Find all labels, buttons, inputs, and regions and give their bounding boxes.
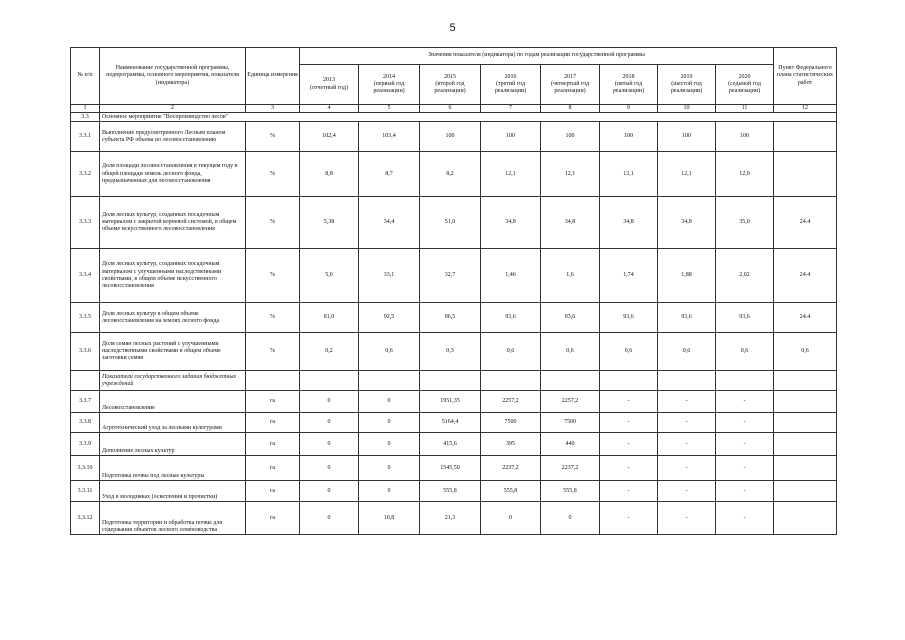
value-cell: - (716, 413, 774, 433)
row-id: 3.3.7 (71, 391, 100, 413)
unit: % (246, 152, 300, 197)
table-row (71, 433, 837, 456)
value-cell: 35,0 (716, 197, 774, 249)
value-cell: 103,4 (359, 122, 420, 152)
column-index: 12 (774, 105, 837, 113)
value-cell: 395 (481, 433, 541, 456)
value-cell: 7500 (541, 413, 600, 433)
value-cell: - (658, 456, 716, 481)
table-row (71, 249, 837, 303)
value-cell: 1,88 (658, 249, 716, 303)
table-row (71, 197, 837, 249)
value-cell: - (658, 391, 716, 413)
column-index: 1 (71, 105, 100, 113)
indicator-name: Дополнение лесных культур (100, 433, 246, 456)
indicator-name: Уход в молодняках (осветления и прочистки) (100, 481, 246, 502)
indicator-name: Подготовка почвы под лесные культуры (100, 456, 246, 481)
value-cell: - (658, 413, 716, 433)
value-cell: 93,6 (658, 303, 716, 333)
value-cell: - (658, 502, 716, 535)
value-cell: 93,6 (716, 303, 774, 333)
unit: % (246, 303, 300, 333)
column-index: 7 (481, 105, 541, 113)
unit: % (246, 249, 300, 303)
value-cell: 8,2 (420, 152, 481, 197)
value-cell: 1951,35 (420, 391, 481, 413)
value-cell: 102,4 (300, 122, 359, 152)
value-cell: 1,6 (541, 249, 600, 303)
value-cell: 34,8 (481, 197, 541, 249)
value-cell: 0 (300, 456, 359, 481)
header-point: Пункт Федерального плана статистических работ (774, 48, 837, 105)
empty-cell (600, 371, 658, 391)
row-id: 3.3.2 (71, 152, 100, 197)
subsection-title: Показатели государственного задания бюджетных учреждений (100, 371, 246, 391)
value-cell: 12,1 (481, 152, 541, 197)
value-cell: 0,6 (658, 333, 716, 371)
value-cell: 21,3 (420, 502, 481, 535)
empty-cell (420, 371, 481, 391)
year-header: 2020 (седьмой год реализации) (716, 65, 774, 105)
page-number: 5 (449, 22, 456, 34)
value-cell: 33,1 (359, 249, 420, 303)
value-cell: 34,8 (541, 197, 600, 249)
value-cell: 0 (300, 391, 359, 413)
value-cell: - (716, 481, 774, 502)
value-cell: 8,7 (359, 152, 420, 197)
value-cell: 100 (600, 122, 658, 152)
empty-cell (71, 371, 100, 391)
stat-plan-point: 24.4 (774, 303, 837, 333)
empty-cell (541, 371, 600, 391)
value-cell: 0 (300, 502, 359, 535)
year-header: 2014 (первый год реализации) (359, 65, 420, 105)
value-cell: 555,8 (541, 481, 600, 502)
column-index: 3 (246, 105, 300, 113)
unit: % (246, 333, 300, 371)
value-cell: - (600, 481, 658, 502)
stat-plan-point (774, 433, 837, 456)
unit: га (246, 433, 300, 456)
value-cell: 0,6 (600, 333, 658, 371)
row-id: 3.3.6 (71, 333, 100, 371)
section-id: 3.3 (71, 113, 100, 122)
empty-cell (481, 371, 541, 391)
year-header: 2013 (отчетный год) (300, 65, 359, 105)
value-cell: 12,0 (716, 152, 774, 197)
column-index: 10 (658, 105, 716, 113)
unit: % (246, 122, 300, 152)
header-name: Наименование государственной программы, подпрограммы, основного мероприятия, показателя (индикатора) (100, 48, 246, 105)
column-index: 11 (716, 105, 774, 113)
table-row (71, 152, 837, 197)
column-index: 4 (300, 105, 359, 113)
subsection-row (71, 371, 837, 391)
value-cell: 34,8 (658, 197, 716, 249)
unit: га (246, 502, 300, 535)
indicator-name: Доля площади лесовосстановления в текущем году в общей площади земель лесного фонда, предназначенных для лесовосстановления (100, 152, 246, 197)
value-cell: 0 (359, 433, 420, 456)
stat-plan-point (774, 413, 837, 433)
value-cell: 100 (420, 122, 481, 152)
empty-cell (246, 371, 300, 391)
value-cell: - (716, 502, 774, 535)
value-cell: - (716, 456, 774, 481)
value-cell: 5,38 (300, 197, 359, 249)
column-index: 6 (420, 105, 481, 113)
value-cell: 555,8 (481, 481, 541, 502)
table-row (71, 456, 837, 481)
table-row (71, 391, 837, 413)
value-cell: - (600, 502, 658, 535)
value-cell: 93,6 (481, 303, 541, 333)
value-cell: 12,1 (600, 152, 658, 197)
value-cell: 0,6 (716, 333, 774, 371)
value-cell: 100 (541, 122, 600, 152)
stat-plan-point (774, 502, 837, 535)
stat-plan-point: 0,6 (774, 333, 837, 371)
value-cell: 415,6 (420, 433, 481, 456)
stat-plan-point (774, 481, 837, 502)
value-cell: 1,46 (481, 249, 541, 303)
empty-cell (716, 371, 774, 391)
value-cell: 0 (300, 481, 359, 502)
header-unit: Единица измерения (246, 48, 300, 105)
value-cell: 0,2 (300, 333, 359, 371)
value-cell: 92,5 (359, 303, 420, 333)
row-id: 3.3.8 (71, 413, 100, 433)
value-cell: 0 (541, 502, 600, 535)
year-header: 2019 (шестой год реализации) (658, 65, 716, 105)
value-cell: 0,3 (420, 333, 481, 371)
value-cell: 93,6 (600, 303, 658, 333)
table-row (71, 413, 837, 433)
row-id: 3.3.4 (71, 249, 100, 303)
value-cell: 10,8 (359, 502, 420, 535)
value-cell: - (600, 391, 658, 413)
value-cell: 5164,4 (420, 413, 481, 433)
value-cell: 2257,2 (481, 391, 541, 413)
header-values: Значения показателя (индикатора) по годам реализации государственной программы (300, 48, 774, 65)
indicators-table (70, 47, 837, 535)
value-cell: 555,8 (420, 481, 481, 502)
value-cell: - (716, 433, 774, 456)
column-index: 5 (359, 105, 420, 113)
value-cell: 0 (300, 413, 359, 433)
value-cell: 0 (359, 413, 420, 433)
indicator-name: Доля лесных культур в общем объеме лесовосстановления на землях лесного фонда (100, 303, 246, 333)
indicator-name: Доля лесных культур, созданных посадочным материалом с закрытой корневой системой, в общем объеме искусственного лесовосстановления (100, 197, 246, 249)
section-row (71, 113, 837, 122)
value-cell: 2237,2 (481, 456, 541, 481)
value-cell: 5,0 (300, 249, 359, 303)
value-cell: 0 (300, 433, 359, 456)
header-no: № п/п (71, 48, 100, 105)
stat-plan-point: 24.4 (774, 197, 837, 249)
indicator-name: Доля семян лесных растений с улучшенными наследственными свойствами в общем объеме заготовки семян (100, 333, 246, 371)
stat-plan-point (774, 456, 837, 481)
stat-plan-point (774, 391, 837, 413)
value-cell: 1,74 (600, 249, 658, 303)
row-id: 3.3.3 (71, 197, 100, 249)
unit: % (246, 197, 300, 249)
unit: га (246, 413, 300, 433)
indicator-name: Доля лесных культур, созданных посадочным материалом с улучшенными наследственными свойствами, в общем объеме искусственного лесовосстановления (100, 249, 246, 303)
value-cell: 2,02 (716, 249, 774, 303)
year-header: 2016 (третий год реализации) (481, 65, 541, 105)
column-index: 2 (100, 105, 246, 113)
value-cell: 12,1 (658, 152, 716, 197)
value-cell: 100 (481, 122, 541, 152)
value-cell: 0,6 (541, 333, 600, 371)
value-cell: 32,7 (420, 249, 481, 303)
unit: га (246, 456, 300, 481)
row-id: 3.3.9 (71, 433, 100, 456)
column-index: 9 (600, 105, 658, 113)
table-row (71, 122, 837, 152)
value-cell: 34,8 (600, 197, 658, 249)
value-cell: 0 (359, 456, 420, 481)
value-cell: 81,0 (300, 303, 359, 333)
unit: га (246, 481, 300, 502)
empty-cell (359, 371, 420, 391)
section-title: Основное мероприятие "Воспроизводство лесов" (100, 113, 837, 122)
value-cell: 2257,2 (541, 391, 600, 413)
empty-cell (658, 371, 716, 391)
value-cell: - (600, 456, 658, 481)
value-cell: 0 (359, 481, 420, 502)
table-row (71, 481, 837, 502)
value-cell: 100 (716, 122, 774, 152)
value-cell: 2237,2 (541, 456, 600, 481)
value-cell: 100 (658, 122, 716, 152)
table-row (71, 502, 837, 535)
value-cell: 0,6 (359, 333, 420, 371)
row-id: 3.3.5 (71, 303, 100, 333)
value-cell: 51,0 (420, 197, 481, 249)
empty-cell (300, 371, 359, 391)
row-id: 3.3.11 (71, 481, 100, 502)
value-cell: 96,5 (420, 303, 481, 333)
row-id: 3.3.10 (71, 456, 100, 481)
empty-cell (774, 371, 837, 391)
row-id: 3.3.12 (71, 502, 100, 535)
indicator-name: Агротехнический уход за лесными культурами (100, 413, 246, 433)
value-cell: 93,6 (541, 303, 600, 333)
unit: га (246, 391, 300, 413)
table-row (71, 333, 837, 371)
row-id: 3.3.1 (71, 122, 100, 152)
table-row (71, 303, 837, 333)
stat-plan-point (774, 152, 837, 197)
value-cell: 1545,50 (420, 456, 481, 481)
indicator-name: Лесовосстановление (100, 391, 246, 413)
value-cell: - (600, 413, 658, 433)
value-cell: 12,1 (541, 152, 600, 197)
value-cell: 8,8 (300, 152, 359, 197)
value-cell: 7500 (481, 413, 541, 433)
value-cell: 0 (359, 391, 420, 413)
value-cell: 0,6 (481, 333, 541, 371)
stat-plan-point: 24.4 (774, 249, 837, 303)
value-cell: 0 (481, 502, 541, 535)
year-header: 2018 (пятый год реализации) (600, 65, 658, 105)
value-cell: - (600, 433, 658, 456)
indicator-name: Выполнение предусмотренного Лесным планом субъекта РФ объема по лесовосстановлению (100, 122, 246, 152)
year-header: 2015 (второй год реализации) (420, 65, 481, 105)
column-index: 8 (541, 105, 600, 113)
year-header: 2017 (четвертый год реализации) (541, 65, 600, 105)
value-cell: 34,4 (359, 197, 420, 249)
value-cell: - (658, 481, 716, 502)
value-cell: - (716, 391, 774, 413)
stat-plan-point (774, 122, 837, 152)
column-index-row (71, 105, 837, 113)
indicator-name: Подготовка территории и обработка почвы для содержания объектов лесного семеноводства (100, 502, 246, 535)
value-cell: 440 (541, 433, 600, 456)
value-cell: - (658, 433, 716, 456)
